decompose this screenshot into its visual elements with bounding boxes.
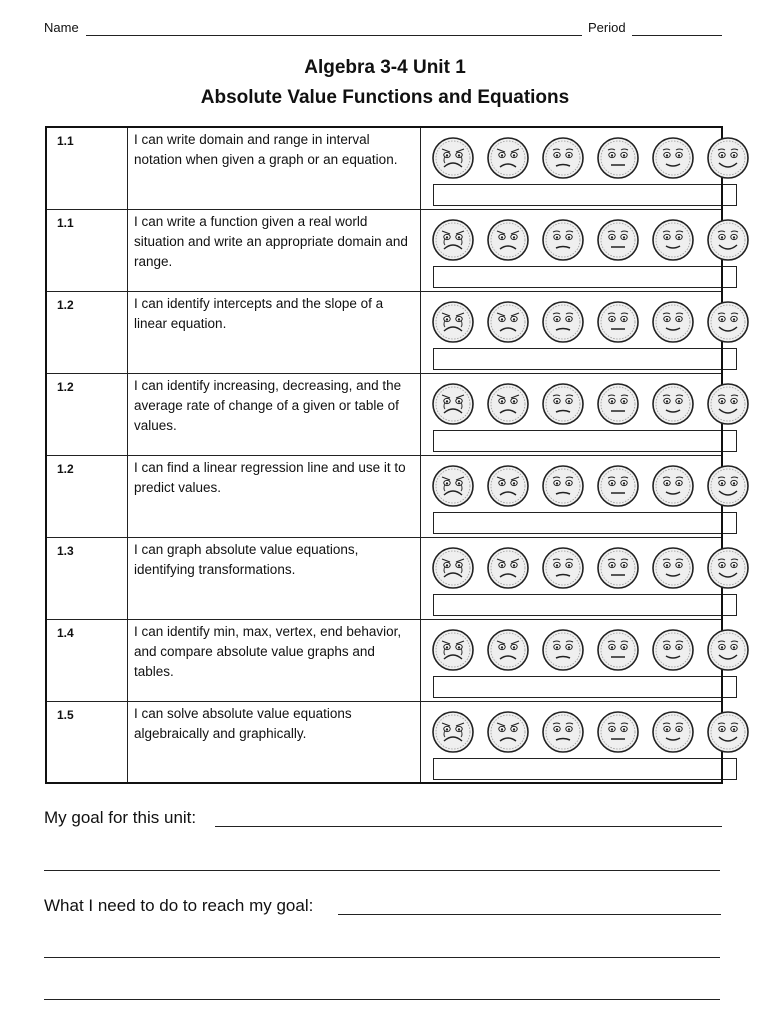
rating-cell	[421, 209, 723, 291]
goal-label: My goal for this unit:	[44, 808, 197, 827]
page-subtitle: Absolute Value Functions and Equations	[200, 87, 570, 108]
smiling-face-icon[interactable]	[706, 300, 750, 344]
section-number: 1.1	[46, 209, 128, 291]
target-row	[46, 209, 722, 291]
rating-input-box[interactable]	[433, 758, 737, 780]
face-scale	[421, 128, 721, 180]
neutral-face-icon[interactable]	[596, 464, 640, 508]
target-statement: I can identify min, max, vertex, end behavior, and compare absolute value graphs and tables.	[128, 619, 421, 701]
smiling-face-icon[interactable]	[706, 628, 750, 672]
sad-face-icon[interactable]	[486, 628, 530, 672]
neutral-face-icon[interactable]	[596, 218, 640, 262]
target-row	[46, 127, 722, 209]
goal-input-line[interactable]	[215, 826, 722, 827]
slight-smile-face-icon[interactable]	[651, 382, 695, 426]
period-field[interactable]	[632, 35, 722, 36]
name-label: Name	[44, 20, 79, 35]
crying-face-icon[interactable]	[431, 546, 475, 590]
crying-face-icon[interactable]	[431, 218, 475, 262]
rating-cell	[421, 127, 723, 209]
rating-input-box[interactable]	[433, 348, 737, 370]
target-statement: I can graph absolute value equations, identifying transformations.	[128, 537, 421, 619]
target-row	[46, 373, 722, 455]
slight-smile-face-icon[interactable]	[651, 628, 695, 672]
rating-cell	[421, 373, 723, 455]
rating-input-box[interactable]	[433, 676, 737, 698]
target-statement: I can write domain and range in interval notation when given a graph or an equation.	[128, 127, 421, 209]
target-row	[46, 619, 722, 701]
target-row	[46, 701, 722, 783]
sad-face-icon[interactable]	[486, 300, 530, 344]
face-scale	[421, 292, 721, 344]
face-scale	[421, 456, 721, 508]
plan-input-line[interactable]	[338, 914, 721, 915]
name-field[interactable]	[86, 35, 582, 36]
face-scale	[421, 538, 721, 590]
frowning-face-icon[interactable]	[541, 464, 585, 508]
section-number: 1.2	[46, 373, 128, 455]
sad-face-icon[interactable]	[486, 218, 530, 262]
header-line	[44, 20, 722, 40]
section-number: 1.4	[46, 619, 128, 701]
target-row	[46, 291, 722, 373]
rating-input-box[interactable]	[433, 430, 737, 452]
sad-face-icon[interactable]	[486, 546, 530, 590]
plan-input-line-3[interactable]	[44, 999, 720, 1000]
sad-face-icon[interactable]	[486, 710, 530, 754]
rating-input-box[interactable]	[433, 266, 737, 288]
smiling-face-icon[interactable]	[706, 464, 750, 508]
slight-smile-face-icon[interactable]	[651, 218, 695, 262]
face-scale	[421, 702, 721, 754]
target-statement: I can identify increasing, decreasing, and the average rate of change of a given or table of values.	[128, 373, 421, 455]
plan-label: What I need to do to reach my goal:	[44, 896, 314, 915]
page-title: Algebra 3-4 Unit 1	[304, 57, 466, 78]
rating-input-box[interactable]	[433, 512, 737, 534]
rating-cell	[421, 455, 723, 537]
neutral-face-icon[interactable]	[596, 628, 640, 672]
slight-smile-face-icon[interactable]	[651, 710, 695, 754]
target-statement: I can find a linear regression line and use it to predict values.	[128, 455, 421, 537]
target-row	[46, 455, 722, 537]
smiling-face-icon[interactable]	[706, 218, 750, 262]
rating-cell	[421, 291, 723, 373]
goal-input-line-2[interactable]	[44, 870, 720, 871]
crying-face-icon[interactable]	[431, 300, 475, 344]
target-statement: I can identify intercepts and the slope of a linear equation.	[128, 291, 421, 373]
target-statement: I can write a function given a real world situation and write an appropriate domain and range.	[128, 209, 421, 291]
smiling-face-icon[interactable]	[706, 710, 750, 754]
rating-input-box[interactable]	[433, 594, 737, 616]
sad-face-icon[interactable]	[486, 464, 530, 508]
section-number: 1.3	[46, 537, 128, 619]
period-label: Period	[588, 20, 626, 35]
sad-face-icon[interactable]	[486, 136, 530, 180]
crying-face-icon[interactable]	[431, 464, 475, 508]
frowning-face-icon[interactable]	[541, 628, 585, 672]
slight-smile-face-icon[interactable]	[651, 136, 695, 180]
section-number: 1.5	[46, 701, 128, 783]
target-statement: I can solve absolute value equations algebraically and graphically.	[128, 701, 421, 783]
face-scale	[421, 620, 721, 672]
plan-input-line-2[interactable]	[44, 957, 720, 958]
rating-cell	[421, 537, 723, 619]
frowning-face-icon[interactable]	[541, 218, 585, 262]
frowning-face-icon[interactable]	[541, 382, 585, 426]
neutral-face-icon[interactable]	[596, 546, 640, 590]
rating-input-box[interactable]	[433, 184, 737, 206]
section-number: 1.1	[46, 127, 128, 209]
neutral-face-icon[interactable]	[596, 300, 640, 344]
learning-targets-table	[45, 126, 723, 784]
frowning-face-icon[interactable]	[541, 546, 585, 590]
neutral-face-icon[interactable]	[596, 710, 640, 754]
frowning-face-icon[interactable]	[541, 300, 585, 344]
crying-face-icon[interactable]	[431, 136, 475, 180]
face-scale	[421, 210, 721, 262]
neutral-face-icon[interactable]	[596, 382, 640, 426]
rating-cell	[421, 619, 723, 701]
frowning-face-icon[interactable]	[541, 136, 585, 180]
neutral-face-icon[interactable]	[596, 136, 640, 180]
crying-face-icon[interactable]	[431, 382, 475, 426]
slight-smile-face-icon[interactable]	[651, 546, 695, 590]
rating-cell	[421, 701, 723, 783]
crying-face-icon[interactable]	[431, 710, 475, 754]
crying-face-icon[interactable]	[431, 628, 475, 672]
slight-smile-face-icon[interactable]	[651, 464, 695, 508]
section-number: 1.2	[46, 455, 128, 537]
target-row	[46, 537, 722, 619]
sad-face-icon[interactable]	[486, 382, 530, 426]
section-number: 1.2	[46, 291, 128, 373]
smiling-face-icon[interactable]	[706, 136, 750, 180]
smiling-face-icon[interactable]	[706, 382, 750, 426]
frowning-face-icon[interactable]	[541, 710, 585, 754]
face-scale	[421, 374, 721, 426]
smiling-face-icon[interactable]	[706, 546, 750, 590]
slight-smile-face-icon[interactable]	[651, 300, 695, 344]
